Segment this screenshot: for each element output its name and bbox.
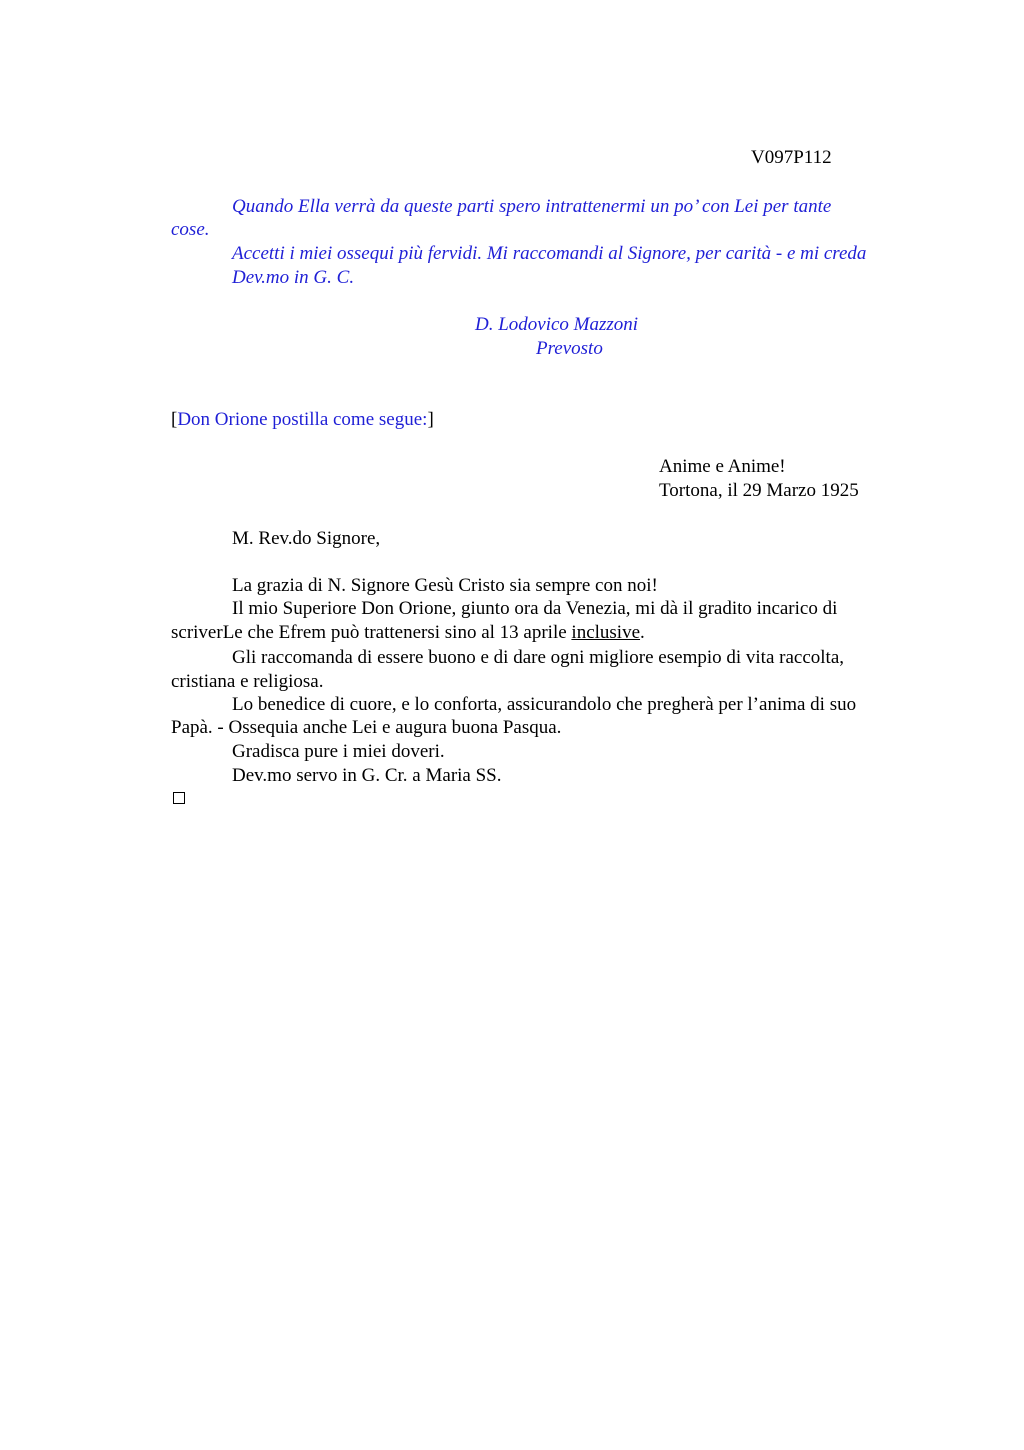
letter2-line9: Dev.mo servo in G. Cr. a Maria SS.	[232, 765, 502, 786]
letter2-line7: Papà. - Ossequia anche Lei e augura buona Pasqua.	[171, 717, 562, 738]
signature-name: D. Lodovico Mazzoni	[475, 314, 639, 335]
letter1-paragraph2: Accetti i miei ossequi più fervidi. Mi raccomandi al Signore, per carità - e mi creda	[232, 243, 867, 264]
letter2-line3	[171, 621, 645, 645]
letter2-line3-end: .	[640, 622, 645, 643]
place-date: Tortona, il 29 Marzo 1925	[659, 480, 859, 501]
editor-note	[171, 408, 434, 432]
letter1-paragraph1-line1: Quando Ella verrà da queste parti spero intrattenermi un po’ con Lei per tante	[232, 196, 832, 217]
editor-note-open-bracket: [	[171, 409, 178, 430]
editor-note-text: Don Orione postilla come segue:	[177, 409, 428, 430]
letter2-line3-start: scriverLe che Efrem può trattenersi sino al 13 aprile	[171, 622, 572, 643]
letter2-line8: Gradisca pure i miei doveri.	[232, 741, 445, 762]
letter1-paragraph1-line2: cose.	[171, 219, 210, 240]
letter2-line5: cristiana e religiosa.	[171, 671, 324, 692]
editor-note-close-bracket: ]	[427, 409, 434, 430]
page-id: V097P112	[751, 147, 832, 168]
motto: Anime e Anime!	[659, 456, 786, 477]
letter1-paragraph3: Dev.mo in G. C.	[232, 267, 355, 288]
underlined-word: inclusive	[571, 622, 641, 643]
letter2-line6: Lo benedice di cuore, e lo conforta, assicurandolo che pregherà per l’anima di suo	[232, 694, 857, 715]
letter2-line4: Gli raccomanda di essere buono e di dare ogni migliore esempio di vita raccolta,	[232, 647, 845, 668]
letter2-line1: La grazia di N. Signore Gesù Cristo sia sempre con noi!	[232, 575, 658, 596]
salutation: M. Rev.do Signore,	[232, 528, 381, 549]
letter2-line2: Il mio Superiore Don Orione, giunto ora da Venezia, mi dà il gradito incarico di	[232, 598, 838, 619]
signature-title: Prevosto	[536, 338, 603, 359]
checkbox-square-icon	[173, 792, 185, 804]
